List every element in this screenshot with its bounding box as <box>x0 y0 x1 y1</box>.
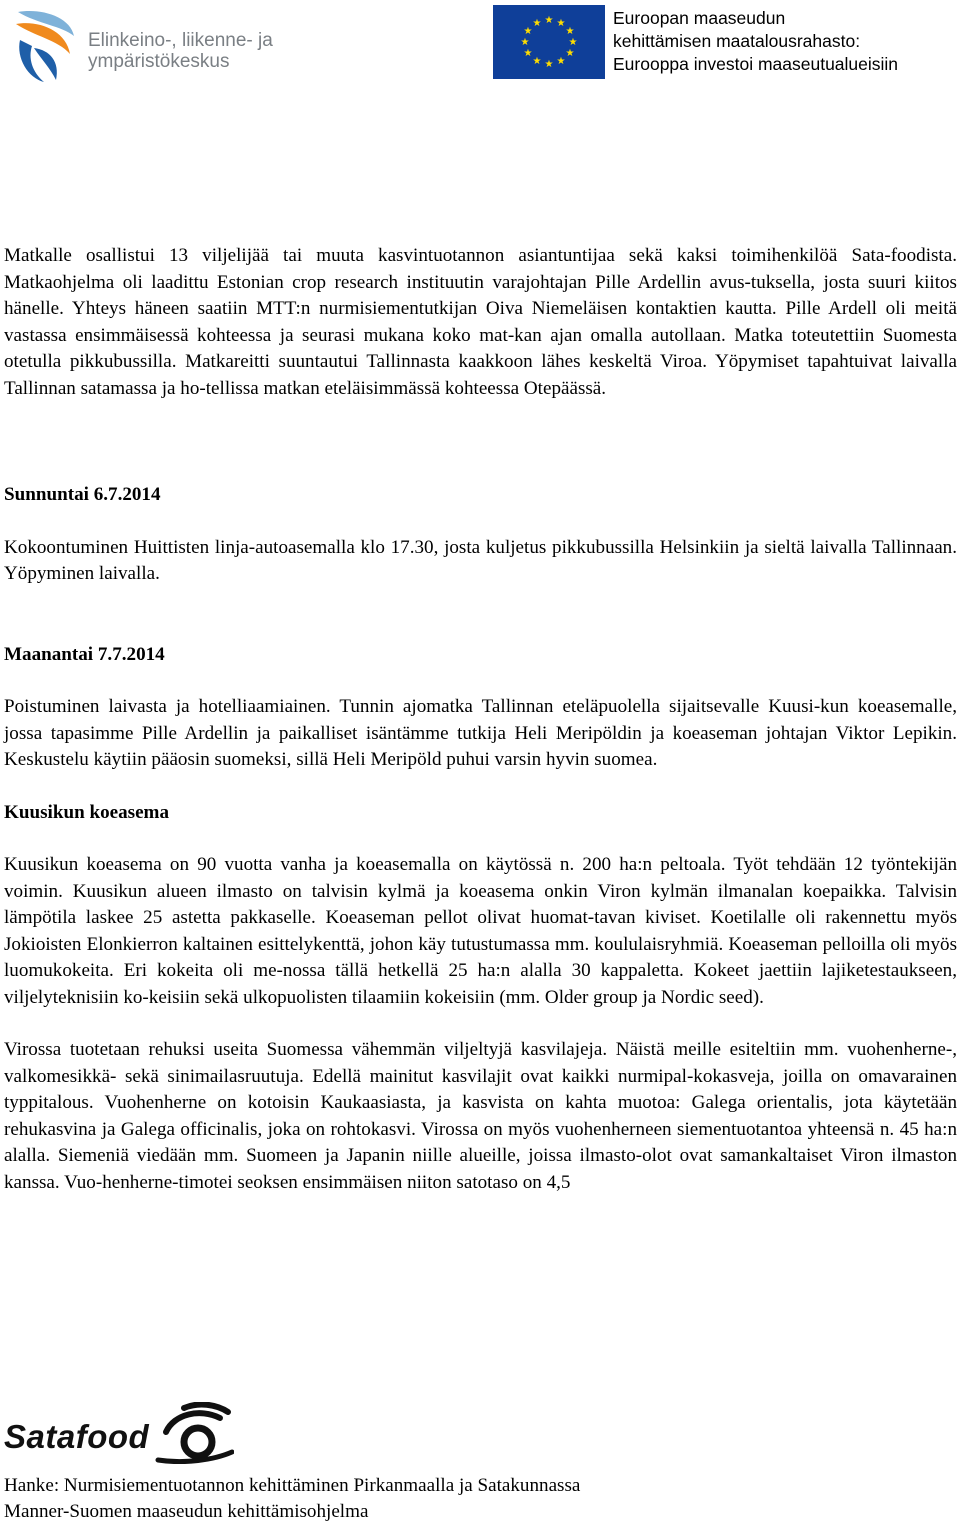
ely-swirl-logo-icon <box>10 6 80 84</box>
svg-text:★: ★ <box>568 37 578 48</box>
day-heading: Sunnuntai 6.7.2014 <box>4 484 161 505</box>
section-paragraph: Virossa tuotetaan rehuksi useita Suomessa vähemmän viljeltyjä kasvilajeja. Näistä meille esiteltiin mm. vuohenherne-, valkomesikkä- sekä sinimailasruutuja. Edellä mainitut kasvilajit ovat kaikki nurmipal-kokasveja, joilla on omavarainen typpitalous. Vuohenherne on kotoisin Kaukaasiasta, ja kasvista on kahta muotoa: Galega orientalis, jota käytetään rehukasvina ja Galega officinalis, joka on rohtokasvi. Virossa on myös vuohenherneen siementuotantoa yhteensä n. 45 ha:n alalla. Siemeniä viedään mm. Suomeen ja Japanin niille alueille, joissa ilmasto-olot ovat samankaltaiset Viron ilmaston kanssa. Vuo-henherne-timotei seoksen ensimmäisen niiton satotaso on 4,5 <box>4 1039 957 1193</box>
svg-text:★: ★ <box>544 15 554 26</box>
satafood-wordmark: Satafood <box>4 1418 150 1455</box>
satafood-logo <box>4 1400 244 1470</box>
svg-text:★: ★ <box>556 56 566 67</box>
svg-text:★: ★ <box>565 48 575 59</box>
day-paragraph: Poistuminen laivasta ja hotelliaamiainen. Tunnin ajomatka Tallinnan eteläpuolella sijaitsevalle Kuusi-kun koeasemalle, jossa tapasimme Pille Ardellin ja paikalliset isäntämme tutkija Heli Meripöldin ja koeaseman johtajan Viktor Lepikin. Keskustelu käytiin pääosin suomeksi, sillä Heli Meripöld puhui varsin hyvin suomea. <box>4 696 957 770</box>
document-body <box>4 243 957 1196</box>
svg-text:★: ★ <box>523 26 533 37</box>
svg-text:★: ★ <box>523 48 533 59</box>
intro-paragraph <box>4 243 957 402</box>
eu-caption-line: Eurooppa investoi maaseutualueisiin <box>613 54 899 74</box>
section-paragraph: Kuusikun koeasema on 90 vuotta vanha ja koeasemalla on käytössä n. 200 ha:n peltoala. Työt tehdään 12 työntekijän voimin. Kuusikun alueen ilmasto on talvisin kylmä ja koeasema onkin Viron kylmän ilmanalan koepaikka. Talvisin lämpötila laskee 25 astetta pakkaselle. Koeaseman pellot olivat huomat-tavan kiviset. Koetilalle oli rakennettu myös Jokioisten Elonkierron kaltainen esittelykenttä, johon käy tutustumassa mm. koululaisryhmiä. Koeaseman pelloilla oli myös luomukokeita. Eri kokeita oli me-nossa tällä hetkellä 25 ha:n alalla 30 kappaletta. Kokeet jaettiin lajiketestaukseen, viljelyteknisiin ko-keisiin sekä ulkopuolisten tilaamiin kokeisiin (mm. Older group ja Nordic seed). <box>4 854 957 1008</box>
svg-text:★: ★ <box>556 18 566 29</box>
program-line: Manner-Suomen maaseudun kehittämisohjelma <box>4 1501 369 1522</box>
ely-organization-name: Elinkeino-, liikenne- ja ympäristökeskus <box>88 30 273 72</box>
intro-sentence-group: Pille Ardell oli meitä vastassa ensimmäisessä kohteessa ja seurasi mukana koko mat-kan ajan omalla autollaan. Matka toteutettiin Suomesta otetulla pikkubussilla. Matkareitti suuntautui Tallinnasta kaakkoon lähes keskeltä Viroa. Yöpymiset tapahtuivat laivalla Tallinnan satamassa ja ho-tellissa matkan eteläisimmässä kohteessa Otepäässä. <box>4 298 957 399</box>
svg-text:★: ★ <box>532 18 542 29</box>
eu-caption-line: Euroopan maaseudun <box>613 8 786 28</box>
footer-text <box>4 1473 580 1525</box>
eu-flag-icon <box>493 5 605 79</box>
svg-text:★: ★ <box>520 37 530 48</box>
day-paragraph: Kokoontuminen Huittisten linja-autoasemalla klo 17.30, josta kuljetus pikkubussilla Helsinkiin ja sieltä laivalla Tallinnaan. Yöpyminen laivalla. <box>4 536 957 584</box>
eu-fund-caption <box>613 7 898 76</box>
day-heading: Maanantai 7.7.2014 <box>4 643 165 665</box>
intro-sentence-group: Matkalle osallistui 13 viljelijää tai muuta kasvintuotannon asiantuntijaa sekä kaksi toimihenkilöä Sata-foodista. Matkaohjelma oli laadittu Estonian crop research instituutin varajohtajan Pille Ardellin avus-tuksella, josta suuri kiitos hänelle. Yhteys häneen saatiin MTT:n nurmisiementutkijan Oiva Niemeläisen kontaktien kautta. <box>4 245 957 319</box>
project-line: Hanke: Nurmisiementuotannon kehittäminen Pirkanmaalla ja Satakunnassa <box>4 1475 581 1496</box>
svg-text:★: ★ <box>544 59 554 70</box>
eu-caption-line: kehittämisen maatalousrahasto: <box>613 31 861 51</box>
svg-text:★: ★ <box>532 56 542 67</box>
page-header <box>0 0 960 90</box>
section-heading: Kuusikun koeasema <box>4 801 170 823</box>
satafood-swirl-logo-icon <box>154 1402 234 1464</box>
svg-text:★: ★ <box>565 26 575 37</box>
